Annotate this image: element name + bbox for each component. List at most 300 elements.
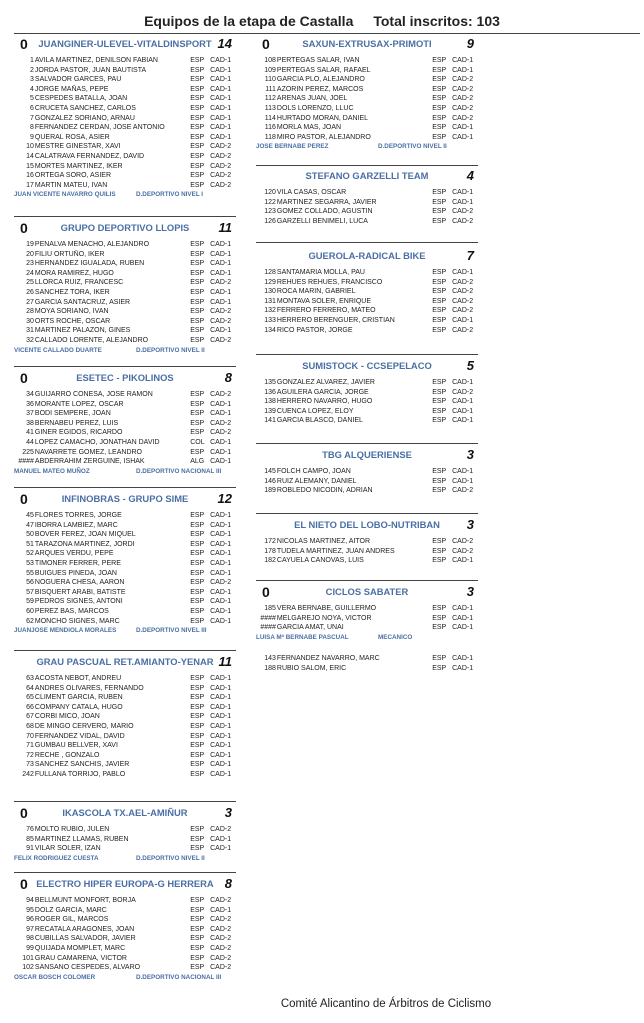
rider-name: RUBIO SALOM, ERIC	[276, 664, 347, 672]
rider-name: MOLTO RUBIO, JULEN	[34, 826, 110, 833]
rider-row	[256, 188, 478, 198]
team-staff	[14, 973, 236, 982]
team-header	[14, 805, 236, 823]
rider-bib: 138	[264, 398, 276, 406]
rider-name: RICO PASTOR, JORGE	[276, 326, 353, 334]
team-divider	[256, 354, 478, 355]
team-block	[14, 370, 236, 476]
rider-row	[256, 664, 478, 674]
rider-category: CAD-2	[210, 954, 232, 962]
rider-name: MONTAVA SOLER, ENRIQUE	[276, 297, 372, 305]
rider-bib: 98	[26, 935, 34, 943]
team-header	[14, 370, 236, 388]
rider-name: NAVARRETE GOMEZ, LEANDRO	[34, 448, 142, 456]
rider-bib: 65	[26, 694, 34, 702]
rider-category: CAD-2	[452, 76, 474, 84]
rider-row	[256, 306, 478, 316]
rider-category: CAD-1	[452, 269, 474, 276]
rider-row	[14, 722, 236, 732]
team-name: GUEROLA-RADICAL BIKE	[308, 250, 426, 261]
rider-row	[14, 438, 236, 448]
rider-name: GARCIA SANTACRUZ, ASIER	[34, 298, 131, 306]
rider-category: CAD-1	[210, 675, 232, 682]
staff-name: JUAN VICENTE NAVARRO QUILIS	[14, 191, 116, 199]
rider-bib: 110	[264, 76, 276, 84]
rider-name: BOVER FEREZ, JOAN MIQUEL	[34, 531, 136, 539]
team-staff	[14, 467, 236, 476]
rider-row	[14, 597, 236, 607]
rider-bib: 20	[26, 250, 34, 258]
team-name: ELECTRO HIPER EUROPA-G HERRERA	[36, 878, 214, 889]
rider-row	[256, 467, 478, 477]
rider-row	[14, 114, 236, 124]
rider-row	[256, 198, 478, 208]
rider-row	[14, 906, 236, 916]
rider-bib: 24	[26, 269, 34, 277]
rider-category: CAD-1	[210, 327, 232, 335]
rider-bib: 185	[264, 605, 276, 612]
page-title	[0, 13, 644, 35]
rider-nationality: ESP	[190, 732, 205, 740]
rider-row	[14, 915, 236, 925]
rider-row	[14, 770, 236, 780]
rider-row	[256, 268, 478, 278]
rider-nationality: ESP	[190, 897, 205, 904]
rider-row	[14, 578, 236, 588]
rider-nationality: ESP	[190, 694, 205, 702]
rider-row	[256, 388, 478, 398]
rider-name: REHUES REHUES, FRANCISCO	[276, 278, 383, 286]
rider-name: GARCIA BLASCO, DANIEL	[276, 417, 363, 425]
rider-nationality: ESP	[190, 327, 205, 335]
rider-nationality: ESP	[190, 607, 205, 615]
rider-category: CAD-1	[452, 133, 474, 141]
rider-name: CUBILLAS SALVADOR, JAVIER	[34, 935, 136, 943]
rider-name: TUDELA MARTINEZ, JUAN ANDRES	[276, 547, 395, 555]
rider-row	[14, 307, 236, 317]
rider-category: CAD-1	[210, 845, 232, 853]
rider-nationality: ESP	[432, 417, 447, 425]
rider-name: FULLANA TORRIJO, PABLO	[34, 770, 126, 778]
rider-name: TIMONER FERRER, PERE	[34, 559, 121, 567]
rider-name: HURTADO MORAN, DANIEL	[276, 114, 369, 122]
rider-category: CAD-1	[210, 742, 232, 750]
rider-category: CAD-2	[210, 279, 232, 287]
rider-name: QUERAL ROSA, ASIER	[34, 133, 110, 141]
rider-row	[14, 66, 236, 76]
staff-name: JOSE BERNABE PEREZ	[256, 143, 329, 151]
rider-bib: 146	[264, 477, 276, 485]
rider-row	[256, 556, 478, 566]
rider-bib: 126	[264, 217, 276, 225]
rider-bib: 189	[264, 487, 276, 495]
rider-nationality: ESP	[190, 742, 205, 750]
rider-nationality: ESP	[190, 550, 205, 558]
rider-row	[14, 250, 236, 260]
rider-name: TARAZONA MARTINEZ, JORDI	[34, 540, 135, 548]
rider-nationality: ESP	[190, 410, 205, 418]
rider-category: CAD-2	[210, 429, 232, 437]
rider-bib: 34	[26, 391, 34, 398]
rider-bib: 63	[26, 675, 34, 682]
rider-bib: 50	[26, 531, 34, 539]
rider-name: CLIMENT GARCIA, RUBEN	[34, 694, 123, 702]
team-block	[14, 36, 236, 199]
rider-row	[256, 85, 478, 95]
rider-bib: 67	[26, 713, 34, 721]
rider-bib: 3	[30, 76, 34, 84]
rider-category: CAD-1	[210, 458, 232, 466]
rider-nationality: ESP	[190, 703, 205, 711]
rider-category: CAD-2	[210, 897, 232, 904]
rider-category: CAD-2	[452, 217, 474, 225]
rider-name: SANCHEZ TORA, IKER	[34, 288, 110, 296]
rider-name: JORGE MAÑAS, PEPE	[34, 85, 109, 93]
rider-row	[14, 540, 236, 550]
rider-name: MARTINEZ LLAMAS, RUBEN	[34, 835, 129, 843]
rider-row	[14, 171, 236, 181]
team-rider-count: 11	[218, 654, 232, 669]
rider-bib: 111	[265, 85, 276, 93]
rider-category: CAD-1	[452, 66, 474, 74]
rider-category: CAD-1	[210, 559, 232, 567]
rider-category: CAD-1	[452, 407, 474, 415]
team-zero-marker: 0	[20, 36, 28, 52]
rider-bib: 59	[26, 598, 34, 606]
rider-category: CAD-1	[452, 605, 474, 612]
rider-category: CAD-1	[210, 598, 232, 606]
rider-nationality: ESP	[190, 336, 205, 344]
rider-bib: 38	[26, 419, 34, 427]
rider-bib: 45	[26, 512, 34, 519]
team-header	[14, 654, 236, 672]
rider-category: CAD-2	[452, 326, 474, 334]
rider-row	[14, 607, 236, 617]
rider-name: HERNANDEZ IGUALADA, RUBEN	[34, 260, 145, 268]
rider-category: CAD-1	[452, 417, 474, 425]
rider-list	[256, 537, 478, 566]
rider-name: FERNANDEZ NAVARRO, MARC	[276, 655, 380, 662]
rider-nationality: ESP	[190, 722, 205, 730]
rider-category: CAD-2	[210, 391, 232, 398]
rider-bib: 7	[30, 114, 34, 122]
rider-nationality: ALG	[190, 458, 205, 466]
team-zero-marker: 0	[20, 805, 28, 821]
rider-nationality: ESP	[190, 162, 205, 170]
rider-nationality: ESP	[190, 260, 205, 268]
team-header	[14, 491, 236, 509]
staff-name: FELIX RODRIGUEZ CUESTA	[14, 854, 99, 862]
team-staff	[14, 626, 236, 635]
rider-bib: 134	[264, 326, 276, 334]
rider-row	[14, 896, 236, 906]
rider-bib: 2	[30, 66, 34, 74]
rider-name: MORANTE LOPEZ, OSCAR	[34, 400, 124, 408]
rider-row	[14, 152, 236, 162]
rider-category: CAD-2	[452, 547, 474, 555]
rider-list	[256, 56, 478, 142]
rider-bib: 143	[264, 655, 276, 662]
rider-category: CAD-2	[452, 278, 474, 286]
rider-bib: 37	[26, 410, 34, 418]
rider-bib: 139	[264, 407, 276, 415]
team-name: STEFANO GARZELLI TEAM	[305, 170, 429, 181]
rider-bib: ####	[18, 458, 34, 466]
rider-row	[256, 114, 478, 124]
rider-list	[14, 674, 236, 780]
rider-category: CAD-2	[210, 336, 232, 344]
rider-nationality: ESP	[190, 250, 205, 258]
rider-row	[256, 614, 478, 624]
rider-bib: 132	[264, 307, 276, 315]
rider-nationality: ESP	[190, 617, 205, 625]
team-divider	[14, 650, 236, 651]
rider-nationality: ESP	[190, 579, 205, 587]
rider-category: CAD-2	[210, 579, 232, 587]
rider-bib: 5	[30, 95, 34, 103]
rider-row	[14, 825, 236, 835]
rider-nationality: ESP	[432, 468, 447, 475]
rider-name: BELLMUNT MONFORT, BORJA	[34, 897, 136, 904]
rider-bib: 76	[26, 826, 34, 833]
rider-category: CAD-1	[452, 655, 474, 662]
rider-name: MORA RAMIREZ, HUGO	[34, 269, 114, 277]
rider-bib: 172	[264, 538, 276, 545]
rider-nationality: ESP	[190, 181, 205, 189]
team-block	[14, 876, 236, 982]
rider-bib: 95	[26, 906, 34, 914]
rider-nationality: ESP	[432, 269, 447, 276]
rider-bib: 113	[264, 104, 276, 112]
rider-bib: 66	[26, 703, 34, 711]
team-divider	[14, 801, 236, 802]
rider-nationality: ESP	[432, 398, 447, 406]
team-rider-count: 12	[217, 491, 232, 506]
rider-category: CAD-1	[210, 713, 232, 721]
rider-nationality: ESP	[190, 935, 205, 943]
team-block	[14, 220, 236, 355]
rider-row	[256, 66, 478, 76]
rider-bib: 128	[264, 269, 276, 276]
rider-name: COMPANY CATALA, HUGO	[34, 703, 123, 711]
rider-name: PERTEGAS SALAR, RAFAEL	[276, 66, 371, 74]
rider-name: HERRERO BERENGUER, CRISTIAN	[276, 316, 395, 324]
team-staff	[256, 633, 478, 642]
rider-name: FILIU ORTUÑO, IKER	[34, 250, 105, 258]
rider-name: GARCIA AMAT, UNAI	[276, 624, 344, 632]
rider-name: MONCHO SIGNES, MARC	[34, 617, 120, 625]
rider-bib: 32	[26, 336, 34, 344]
team-rider-count: 4	[466, 168, 474, 183]
rider-row	[14, 549, 236, 559]
rider-name: ANDRES OLIVARES, FERNANDO	[34, 684, 144, 692]
rider-bib: 53	[26, 559, 34, 567]
rider-nationality: ESP	[190, 391, 205, 398]
rider-bib: 109	[264, 66, 276, 74]
rider-row	[14, 511, 236, 521]
rider-nationality: ESP	[432, 133, 447, 141]
rider-bib: 30	[26, 317, 34, 325]
rider-bib: 6	[30, 104, 34, 112]
staff-role: D.DEPORTIVO NIVEL II	[378, 143, 447, 151]
stage-title: Equipos de la etapa de Castalla	[144, 13, 354, 29]
rider-name: JORDA PASTOR, JUAN BAUTISTA	[34, 66, 147, 74]
rider-name: CAYUELA CANOVAS, LUIS	[276, 557, 364, 565]
team-block	[256, 248, 478, 335]
rider-name: ROBLEDO NICODIN, ADRIAN	[276, 487, 373, 495]
rider-category: CAD-1	[210, 400, 232, 408]
rider-nationality: ESP	[190, 448, 205, 456]
rider-category: CAD-1	[210, 694, 232, 702]
rider-category: CAD-1	[210, 410, 232, 418]
rider-name: CRUCETA SANCHEZ, CARLOS	[34, 104, 136, 112]
rider-category: CAD-1	[210, 751, 232, 759]
rider-bib: 188	[264, 664, 276, 672]
rider-category: CAD-1	[452, 198, 474, 206]
rider-name: ROCA MARIN, GABRIEL	[276, 288, 356, 296]
rider-nationality: ESP	[190, 521, 205, 529]
rider-category: CAD-1	[210, 607, 232, 615]
rider-name: VILA CASAS, OSCAR	[276, 189, 347, 196]
rider-nationality: ESP	[432, 538, 447, 545]
rider-nationality: ESP	[432, 114, 447, 122]
rider-row	[256, 378, 478, 388]
rider-category: CAD-1	[210, 550, 232, 558]
rider-nationality: ESP	[190, 143, 205, 151]
rider-bib: 96	[26, 916, 34, 924]
rider-name: ABDERRAHIM ZERGUINE, ISHAK	[34, 458, 145, 466]
rider-list	[14, 825, 236, 854]
team-divider	[14, 872, 236, 873]
team-rider-count: 5	[466, 358, 474, 373]
rider-row	[14, 588, 236, 598]
rider-bib: 68	[26, 722, 34, 730]
rider-bib: 135	[264, 379, 276, 386]
team-divider	[256, 513, 478, 514]
team-name: IKASCOLA TX.AEL-AMIÑUR	[62, 807, 188, 818]
rider-row	[14, 278, 236, 288]
rider-name: GRAU CAMARENA, VICTOR	[34, 954, 127, 962]
team-divider	[14, 366, 236, 367]
rider-nationality: ESP	[190, 419, 205, 427]
rider-nationality: ESP	[190, 944, 205, 952]
rider-name: LOPEZ CAMACHO, JONATHAN DAVID	[34, 438, 160, 446]
rider-row	[14, 521, 236, 531]
rider-nationality: ESP	[190, 954, 205, 962]
rider-nationality: ESP	[190, 598, 205, 606]
rider-bib: 47	[26, 521, 34, 529]
rider-row	[14, 400, 236, 410]
team-divider	[14, 216, 236, 217]
team-zero-marker: 0	[20, 491, 28, 507]
rider-name: GOMEZ COLLADO, AGUSTIN	[276, 208, 373, 216]
rider-category: CAD-1	[210, 269, 232, 277]
team-block	[256, 36, 478, 151]
rider-row	[14, 684, 236, 694]
rider-nationality: ESP	[190, 400, 205, 408]
rider-bib: 4	[30, 85, 34, 93]
rider-nationality: ESP	[432, 477, 447, 485]
rider-nationality: ESP	[432, 487, 447, 495]
rider-nationality: ESP	[432, 624, 447, 632]
rider-name: GUMBAU BELLVER, XAVI	[34, 742, 118, 750]
rider-category: CAD-2	[452, 85, 474, 93]
team-header	[14, 876, 236, 894]
rider-bib: ####	[260, 624, 276, 632]
rider-row	[14, 123, 236, 133]
rider-category: CAD-2	[452, 297, 474, 305]
rider-bib: 91	[26, 845, 34, 853]
rider-row	[256, 217, 478, 227]
rider-row	[256, 654, 478, 664]
rider-bib: 17	[26, 181, 34, 189]
rider-bib: 225	[22, 448, 34, 456]
team-block	[256, 517, 478, 566]
rider-name: CALLADO LORENTE, ALEJANDRO	[34, 336, 149, 344]
rider-row	[14, 85, 236, 95]
rider-row	[256, 623, 478, 633]
staff-role: D.DEPORTIVO NACIONAL III	[136, 467, 222, 475]
rider-bib: 41	[26, 429, 34, 437]
rider-name: IBORRA LAMBIEZ, MARC	[34, 521, 118, 529]
rider-category: CAD-1	[210, 617, 232, 625]
rider-row	[256, 326, 478, 336]
rider-bib: 145	[264, 468, 276, 475]
rider-nationality: ESP	[432, 297, 447, 305]
rider-nationality: ESP	[190, 57, 205, 64]
team-block	[256, 652, 478, 673]
rider-category: CAD-2	[210, 308, 232, 316]
rider-bib: 242	[22, 770, 34, 778]
rider-bib: 123	[264, 208, 276, 216]
rider-nationality: ESP	[190, 559, 205, 567]
rider-bib: 122	[264, 198, 276, 206]
rider-bib: 116	[264, 124, 276, 132]
rider-bib: 8	[30, 124, 34, 132]
rider-name: GARCIA PLO, ALEJANDRO	[276, 76, 365, 84]
rider-nationality: ESP	[190, 684, 205, 692]
rider-bib: 14	[26, 152, 34, 160]
rider-name: FOLCH CAMPO, JOAN	[276, 468, 351, 475]
rider-category: CAD-1	[210, 588, 232, 596]
rider-nationality: ESP	[190, 133, 205, 141]
rider-name: ORTS ROCHE, OSCAR	[34, 317, 111, 325]
rider-bib: 44	[26, 438, 34, 446]
rider-category: CAD-1	[452, 624, 474, 632]
rider-nationality: ESP	[190, 906, 205, 914]
rider-row	[256, 75, 478, 85]
rider-bib: 97	[26, 925, 34, 933]
staff-role: D.DEPORTIVO NIVEL III	[136, 627, 207, 635]
team-zero-marker: 0	[20, 876, 28, 892]
team-name: SAXUN-EXTRUSAX-PRIMOTI	[302, 38, 432, 49]
team-block	[256, 584, 478, 642]
team-zero-marker: 0	[20, 370, 28, 386]
rider-name: MELGAREJO NOYA, VICTOR	[276, 614, 372, 622]
team-name: ESETEC - PIKOLINOS	[76, 372, 174, 383]
rider-row	[14, 104, 236, 114]
rider-category: CAD-1	[210, 531, 232, 539]
team-rider-count: 14	[217, 36, 232, 51]
rider-nationality: ESP	[190, 66, 205, 74]
rider-row	[14, 457, 236, 467]
team-header	[256, 248, 478, 266]
rider-row	[14, 240, 236, 250]
rider-name: ROGER GIL, MARCOS	[34, 916, 109, 924]
rider-bib: 57	[26, 588, 34, 596]
rider-row	[14, 56, 236, 66]
rider-category: CAD-2	[210, 419, 232, 427]
